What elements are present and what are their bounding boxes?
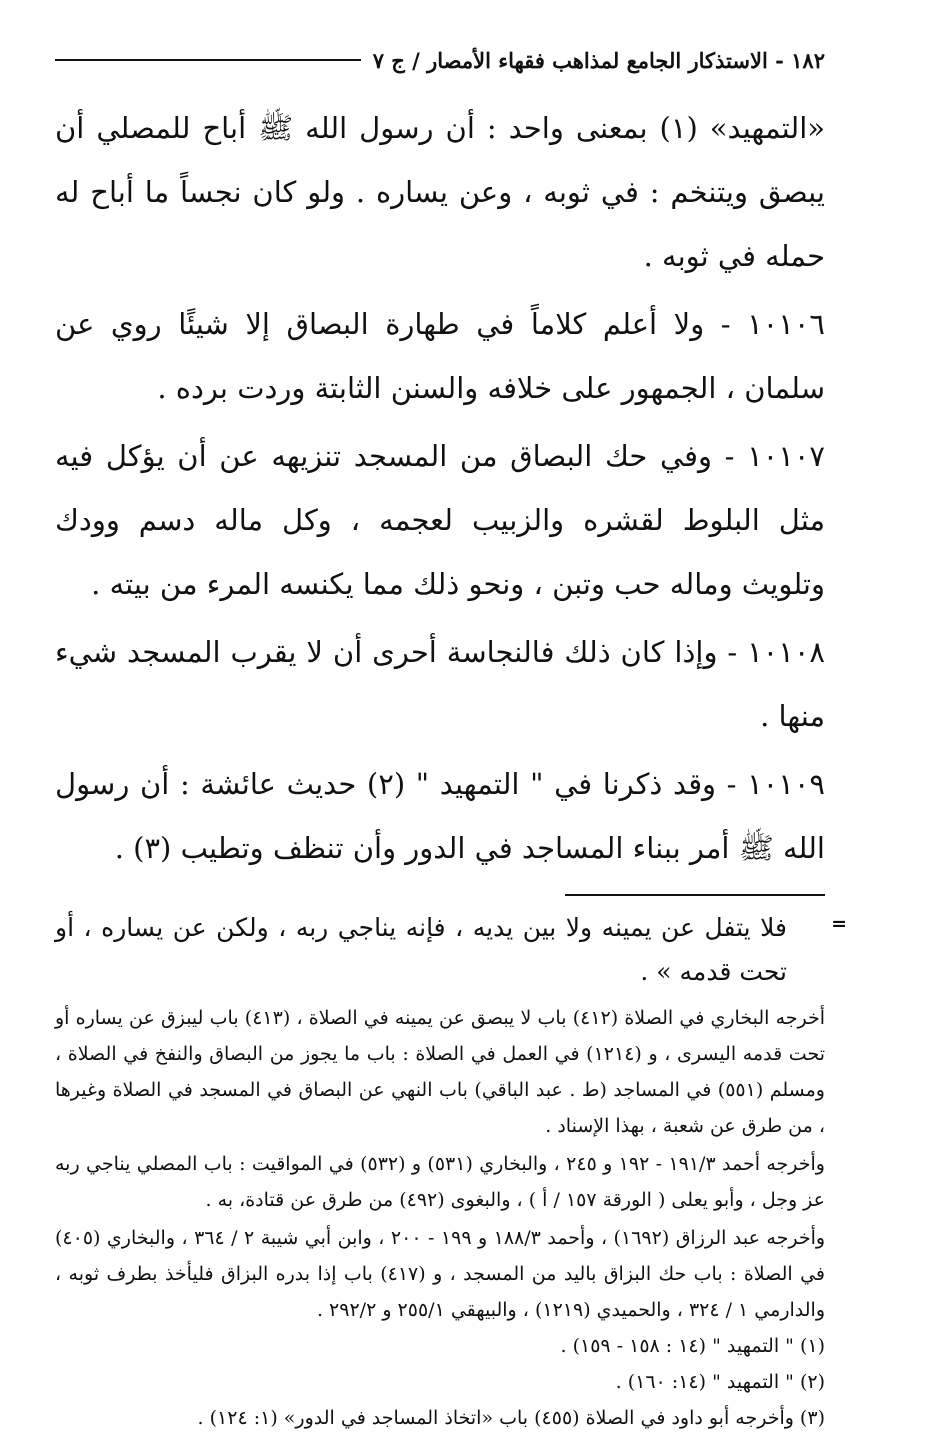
footnotes [55, 906, 847, 1436]
footnote-separator [565, 894, 825, 896]
footnote-note: وأخرجه أحمد ١٩١/٣ - ١٩٢ و ٢٤٥ ، والبخاري (٥٣١) و (٥٣٢) في المواقيت : باب المصلي يناجي ربه عز وجل ، وأبو يعلى ( الورقة ١٥٧ / أ ) ، والبغوى (٤٩٢) من طرق عن قتادة، به . [55, 1153, 825, 1211]
paragraph-10106: ١٠١٠٦ - ولا أعلم كلاماً في طهارة البصاق إلا شيئًا روي عن سلمان ، الجمهور على خلافه والسنن الثابتة وردت برده . [55, 307, 825, 405]
footnote-3: (٣) وأخرجه أبو داود في الصلاة (٤٥٥) باب «اتخاذ المساجد في الدور» (١: ١٢٤) . [197, 1407, 825, 1429]
paragraph-10109: ١٠١٠٩ - وقد ذكرنا في " التمهيد " (٢) حديث عائشة : أن رسول الله ﷺ أمر ببناء المساجد في الدور وأن تنظف وتطيب (٣) . [55, 767, 825, 865]
header-rule [55, 59, 361, 61]
footnote-2: (٢) " التمهيد " (١٤: ١٦٠) . [615, 1371, 825, 1393]
main-text [55, 96, 825, 880]
header-title: ١٨٢ - الاستذكار الجامع لمذاهب فقهاء الأمصار / ج ٧ [372, 47, 825, 73]
footnote-note: أخرجه البخاري في الصلاة (٤١٢) باب لا يبصق عن يمينه في الصلاة ، (٤١٣) باب ليبزق عن يساره أو تحت قدمه اليسرى ، و (١٢١٤) في العمل في الصلاة : باب ما يجوز من البصاق والنفخ في الصلاة ، ومسلم (٥٥١) في المساجد (ط . عبد الباقي) باب النهي عن البصاق في المسجد في الصلاة وغيرها ، من طرق عن شعبة ، بهذا الإسناد . [55, 1007, 826, 1137]
footnote-note: وأخرجه عبد الرزاق (١٦٩٢) ، وأحمد ١٨٨/٣ و ١٩٩ - ٢٠٠ ، وابن أبي شيبة ٢ / ٣٦٤ ، والبخاري (٤٠٥) في الصلاة : باب حك البزاق باليد من المسجد ، و (٤١٧) باب إذا بدره البزاق فليأخذ بطرف ثوبه ، والدارمي ١ / ٣٢٤ ، والحميدي (١٢١٩) ، والبيهقي ٢٥٥/١ و ٢٩٢/٢ . [55, 1227, 826, 1321]
footnote-continuation: فلا يتفل عن يمينه ولا بين يديه ، فإنه يناجي ربه ، ولكن عن يساره ، أو تحت قدمه » . [55, 913, 787, 986]
paragraph-10107: ١٠١٠٧ - وفي حك البصاق من المسجد تنزيهه عن أن يؤكل فيه مثل البلوط لقشره والزبيب لعجمه ، وكل ماله دسم وودك وتلويث وماله حب وتبن ، ونحو ذلك مما يكنسه المرء من بيته . [55, 439, 825, 601]
running-header [55, 40, 825, 80]
paragraph-10108: ١٠١٠٨ - وإذا كان ذلك فالنجاسة أحرى أن لا يقرب المسجد شيء منها . [55, 635, 825, 733]
continuation-mark: = [831, 913, 847, 935]
paragraph-intro: «التمهيد» (١) بمعنى واحد : أن رسول الله ﷺ أباح للمصلي أن يبصق ويتنخم : في ثوبه ، وعن يساره . ولو كان نجساً ما أباح له حمله في ثوبه . [55, 111, 825, 273]
footnote-1: (١) " التمهيد " (١٤ : ١٥٨ - ١٥٩) . [560, 1335, 825, 1357]
